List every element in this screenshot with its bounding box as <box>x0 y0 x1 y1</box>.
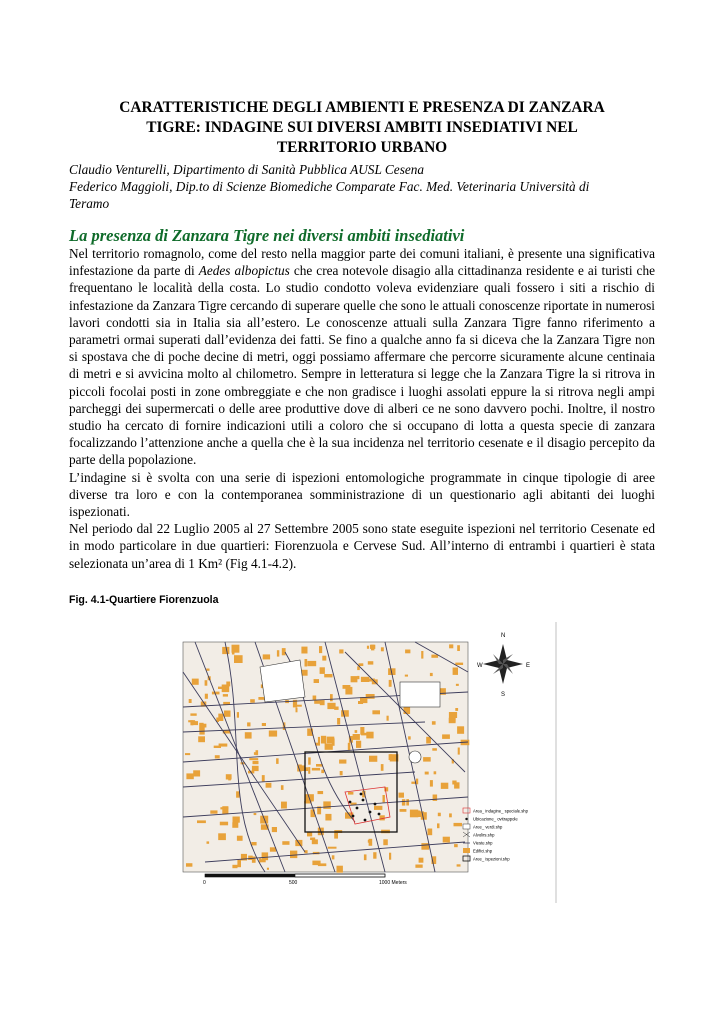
authors-block <box>69 161 655 212</box>
author-line-3: Teramo <box>69 196 110 211</box>
paragraph-1 <box>69 245 655 469</box>
body-text <box>69 245 655 572</box>
title-line-2: TIGRE: INDAGINE SUI DIVERSI AMBITI INSEDIATIVI NEL <box>146 119 578 136</box>
figure-map <box>165 612 558 903</box>
legend-item-4: Alvolirs.shp <box>473 832 495 838</box>
author-line-1: Claudio Venturelli, Dipartimento di Sanità Pubblica AUSL Cesena <box>69 162 425 177</box>
compass-s: S <box>501 692 506 698</box>
legend-item-2: Ubicazione_ ovitrappole <box>473 816 518 822</box>
compass-w: W <box>477 663 483 669</box>
paragraph-3: Nel periodo dal 22 Luglio 2005 al 27 Settembre 2005 sono state eseguite ispezioni nel territorio Cesenate ed in modo particolare in due quartieri: Fiorenzuola e Cervese Sud. All’interno di entrambi i quartieri è stata selezionata un’area di 1 Km² (Fig 4.1-4.2). <box>69 521 655 571</box>
scale-label-0: 0 <box>203 880 206 886</box>
compass-n: N <box>501 633 506 639</box>
legend-item-7: Aree_ ispezioni.shp <box>473 856 510 862</box>
document-title <box>69 98 655 158</box>
figure-caption: Fig. 4.1-Quartiere Fiorenzuola <box>69 593 219 606</box>
paragraph-1-part-b: che crea notevole disagio alla cittadinanza residente e ai turisti che frequentano le località della costa. Lo studio condotto voleva evidenziare quali fossero i siti a rischio di infestazione da Zanzara Tigre cercando di superare quelle che sono le attuali conoscenze riportate in numerosi lavori condotti sia in Italia sia all’estero. Le conoscenze attuali sulla Zanzara Tigre fanno riferimento a parametri ormai superati dall’evidenza dei fatti. Se fino a qualche anno fa si diceva che la Zanzara Tigre non si spostava che di poche decine di metri, oggi possiamo affermare che percorre sicuramente alcune centinaia di metri e si avvicina molto al chilometro. Sempre in letteratura si legge che la Zanzara Tigre la si ritrova in piccoli focolai posti in zone ombreggiate e che non gradisce i luoghi assolati eppure la si ritrova negli ampi parcheggi dei supermercati o delle aree produttive dove di alberi ce ne sono davvero pochi. Inoltre, il nostro studio ha cercato di fornire indicazioni utili a coloro che si occupano di lotta a questa specie di zanzara focalizzando l’attenzione anche a quella che è la sua incidenza nel territorio cesenate e il disagio percepito da parte della popolazione. <box>69 263 655 468</box>
legend-item-3: Aree_ verdi.shp <box>473 824 503 830</box>
compass-e: E <box>526 663 531 669</box>
scale-label-500: 500 <box>289 880 298 886</box>
legend-item-6: Edifici.shp <box>473 848 493 854</box>
paragraph-2: L’indagine si è svolta con una serie di ispezioni entomologiche programmate in cinque tipologie di aree diverse tra loro e con la contemporanea somministrazione di un questionario agli abitanti dei luoghi ispezionati. <box>69 469 655 520</box>
author-line-2: Federico Maggioli, Dip.to di Scienze Biomediche Comparate Fac. Med. Veterinaria Università di <box>69 179 590 194</box>
paragraph-1-part-a: Nel territorio romagnolo, come del resto nella maggior parte dei comuni italiani, è presente una significativa infestazione da parte di <box>69 246 655 279</box>
title-line-3: TERRITORIO URBANO <box>276 139 448 156</box>
section-heading: La presenza di Zanzara Tigre nei diversi ambiti insediativi <box>69 226 465 245</box>
document-page <box>69 98 655 607</box>
title-line-1: CARATTERISTICHE DEGLI AMBIENTI E PRESENZA DI ZANZARA <box>119 99 605 116</box>
legend-item-5: Vieste.shp <box>473 840 493 846</box>
species-name: Aedes albopictus <box>198 263 290 279</box>
map-image <box>165 612 558 903</box>
scale-label-1000: 1000 Meters <box>379 880 407 886</box>
legend-item-1: Area_ indagine_ speciale.shp <box>473 808 528 814</box>
